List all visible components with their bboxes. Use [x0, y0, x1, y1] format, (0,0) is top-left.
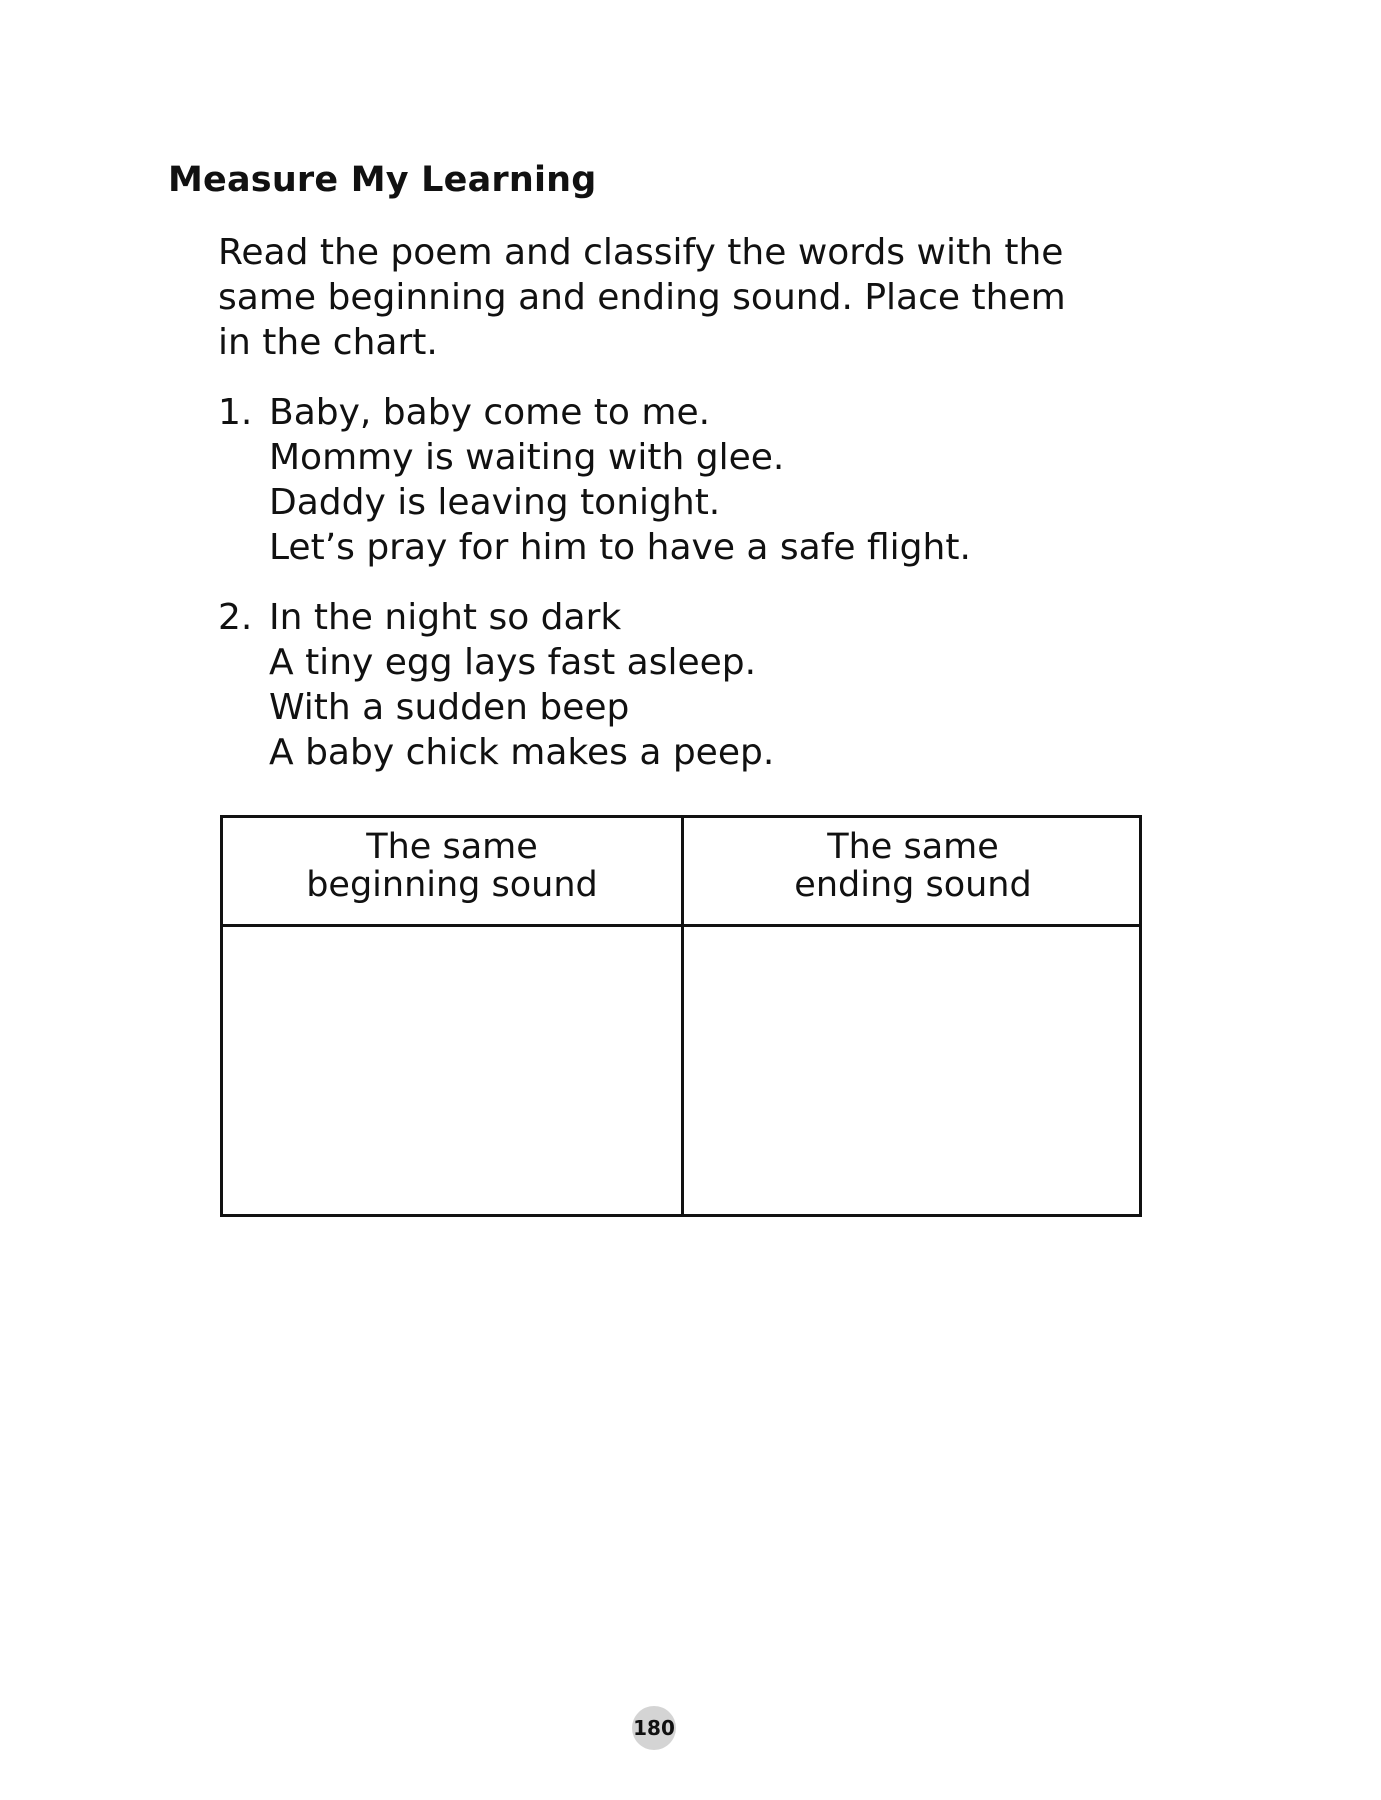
poem-line: A tiny egg lays fast asleep.: [269, 642, 757, 683]
chart-answer-cell-beginning-sound[interactable]: [223, 927, 681, 1214]
chart-header-beginning-sound: [223, 828, 681, 904]
poem-line: Let’s pray for him to have a safe flight.: [269, 527, 971, 568]
instructions-line: in the chart.: [218, 322, 438, 363]
chart-answer-cell-ending-sound[interactable]: [684, 927, 1142, 1214]
page-title: Measure My Learning: [168, 160, 597, 200]
poem-line: With a sudden beep: [269, 687, 630, 728]
poem-line: Daddy is leaving tonight.: [269, 482, 721, 523]
chart-header-ending-sound: [684, 828, 1142, 904]
chart-header-line: The same: [366, 827, 538, 867]
page-number: 180: [632, 1706, 676, 1750]
poem-number: 2.: [218, 597, 253, 638]
poem-line: A baby chick makes a peep.: [269, 732, 775, 773]
instructions-line: Read the poem and classify the words with the: [218, 232, 1064, 273]
chart-header-line: ending sound: [794, 865, 1032, 905]
poem-line: In the night so dark: [269, 597, 622, 638]
instructions: [218, 230, 1178, 365]
chart-header-line: The same: [827, 827, 999, 867]
chart-header-line: beginning sound: [306, 865, 598, 905]
poem-number: 1.: [218, 392, 253, 433]
poem-lines: [269, 595, 774, 775]
poem-line: Baby, baby come to me.: [269, 392, 711, 433]
instructions-line: same beginning and ending sound. Place them: [218, 277, 1066, 318]
poem-line: Mommy is waiting with glee.: [269, 437, 785, 478]
classification-chart: [220, 815, 1142, 1217]
poem-lines: [269, 390, 971, 570]
